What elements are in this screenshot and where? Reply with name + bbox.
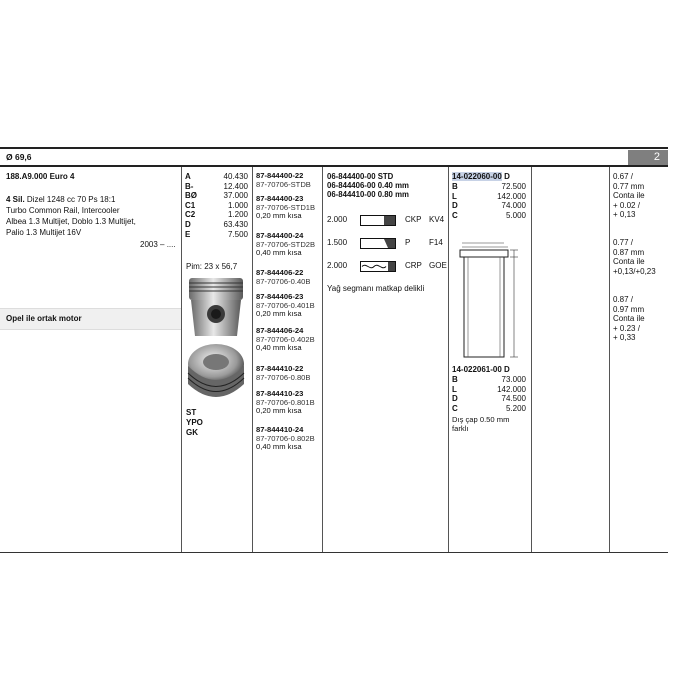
liner2-note: Dış çap 0.50 mm farklı: [452, 415, 510, 433]
col-divider-3: [322, 167, 323, 552]
pin-size: Pim: 23 x 56,7: [186, 262, 238, 271]
piston-top-image: [185, 340, 247, 402]
engine-desc-line-2: Turbo Common Rail, Intercooler: [6, 206, 120, 215]
cylinder-count: 4 Sil.: [6, 195, 25, 204]
ring-code-080: 06-844410-00 0.80 mm: [327, 190, 409, 199]
cylinder-liner-drawing: [452, 236, 526, 362]
piston-item: 87-844406-22 87-70706-0.40B: [256, 268, 311, 286]
liner1-suffix: D: [504, 172, 510, 181]
page-number-box: [628, 150, 668, 165]
engine-code: 188.A9.000 Euro 4: [6, 172, 75, 181]
ring-codes: [327, 172, 409, 199]
liner2-code: 14-022061-00 D: [452, 365, 510, 374]
piston-item: 87-844410-22 87-70706-0.80B: [256, 364, 311, 382]
col-divider-5: [531, 167, 532, 552]
engine-desc-line-3: Albea 1.3 Multijet, Doblo 1.3 Multijet,: [6, 217, 136, 226]
ring-note: Yağ segmanı matkap delikli: [327, 284, 425, 293]
header-rule: [0, 165, 668, 167]
compression-ring-icon: [360, 215, 396, 226]
bottom-rule: [0, 552, 668, 553]
top-rule: [0, 147, 668, 149]
col-divider-4: [448, 167, 449, 552]
piston-side-image: [185, 276, 247, 338]
liner1-dims: B 72.500 L 142.000 D 74.000 C 5.000: [452, 182, 526, 220]
col-divider-1: [181, 167, 182, 552]
engine-desc: [6, 194, 136, 238]
engine-desc-line-4: Palio 1.3 Multijet 16V: [6, 228, 82, 237]
piston-item: 87-844400-24 87-70706-STD2B 0,40 mm kısa: [256, 231, 316, 258]
code-gk: GK: [186, 428, 198, 437]
engine-note: Opel ile ortak motor: [6, 314, 82, 323]
code-st: ST: [186, 408, 197, 417]
piston-item: 87-844410-24 87-70706-0.802B 0,40 mm kısa: [256, 425, 315, 452]
ring-row: 2.000 CRP GOE: [327, 261, 447, 270]
ring-code-040: 06-844406-00 0.40 mm: [327, 181, 409, 190]
engine-desc-line-1: Dizel 1248 cc 70 Ps 18:1: [26, 195, 116, 204]
scraper-ring-icon: [360, 238, 396, 249]
gasket-group: 0.87 / 0.97 mm Conta ile + 0.23 / + 0,33: [613, 295, 645, 343]
page-number: 2: [653, 151, 660, 163]
engine-years: 2003 – ....: [140, 240, 176, 249]
liner1-code: [452, 172, 510, 182]
col-divider-2: [252, 167, 253, 552]
col-divider-6: [609, 167, 610, 552]
piston-item: 87-844400-23 87-70706-STD1B 0,20 mm kısa: [256, 194, 316, 221]
gasket-group: 0.77 / 0.87 mm Conta ile +0,13/+0,23: [613, 238, 656, 276]
piston-codes: [186, 408, 203, 438]
ring-row: 2.000 CKP KV4: [327, 215, 445, 224]
liner1-part-number: 14-022060-00: [452, 172, 502, 181]
piston-item: 87-844410-23 87-70706-0.801B 0,20 mm kısa: [256, 389, 315, 416]
piston-item: 87-844400-22 87-70706-STDB: [256, 171, 311, 189]
gasket-group: 0.67 / 0.77 mm Conta ile + 0.02 / + 0,13: [613, 172, 645, 220]
engine-note-band: [0, 308, 181, 330]
piston-item: 87-844406-23 87-70706-0.401B 0,20 mm kısa: [256, 292, 315, 319]
oil-ring-icon: [360, 261, 396, 272]
bore-title: Ø 69,6: [6, 152, 32, 162]
ring-code-std: 06-844400-00 STD: [327, 172, 394, 181]
dims-table: A 40.430 B- 12.400 BØ 37.000 C1 1.000 C2 1.200 D 63.430 E 7.500: [185, 172, 248, 239]
liner2-dims: B 73.000 L 142.000 D 74.500 C 5.200: [452, 375, 526, 413]
piston-item: 87-844406-24 87-70706-0.402B 0,40 mm kısa: [256, 326, 315, 353]
code-ypo: YPO: [186, 418, 203, 427]
ring-row: 1.500 P F14: [327, 238, 443, 247]
